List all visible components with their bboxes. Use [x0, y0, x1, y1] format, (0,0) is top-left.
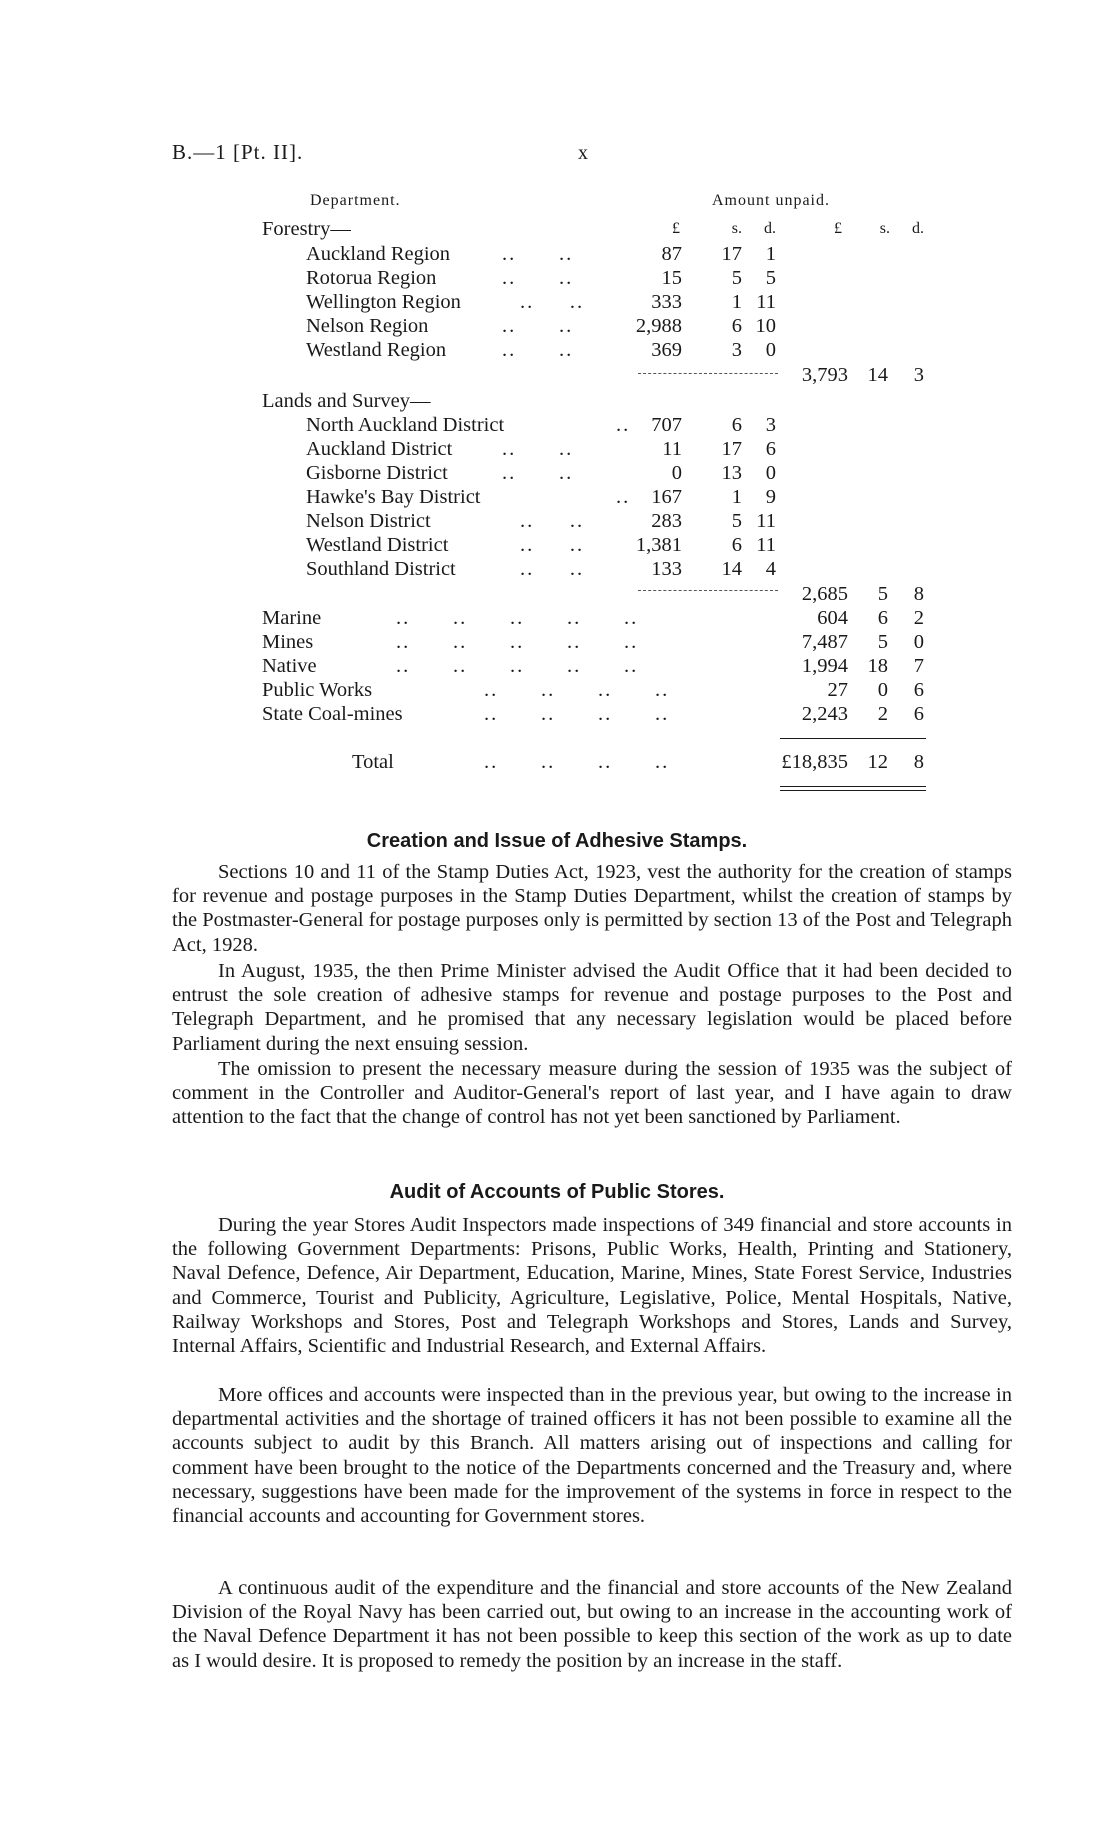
- table-row: [0, 461, 1114, 485]
- unit-pence: d.: [764, 220, 776, 237]
- shillings-value: 3: [731, 339, 742, 361]
- forestry-heading-row: [0, 217, 1114, 241]
- shillings-value: 18: [867, 655, 888, 677]
- row-label: Hawke's Bay District: [306, 486, 481, 508]
- pounds-value: 15: [661, 267, 682, 289]
- pence-value: 0: [765, 339, 776, 361]
- leader-dots: .. ..: [502, 315, 574, 337]
- leader-dots: .. ..: [520, 534, 585, 556]
- pence-value: 5: [765, 267, 776, 289]
- row-label: Westland Region: [306, 339, 447, 361]
- column-heading-amount: Amount unpaid.: [712, 192, 830, 209]
- total-rule-double-2: [780, 790, 926, 791]
- pounds-value: 1,381: [635, 534, 682, 556]
- shillings-value: 6: [731, 534, 742, 556]
- row-label: Rotorua Region: [306, 267, 437, 289]
- leader-dots: .. ..: [502, 462, 574, 484]
- unit-pound-total: £: [834, 220, 842, 237]
- pounds-value: 283: [651, 510, 682, 532]
- shillings-value: 0: [877, 679, 888, 701]
- row-label: Wellington Region: [306, 291, 461, 313]
- table-row: [0, 630, 1114, 654]
- forestry-heading: Forestry—: [262, 218, 351, 240]
- section-title-stamps: Creation and Issue of Adhesive Stamps.: [366, 830, 748, 852]
- subtotal-pounds: 3,793: [801, 364, 848, 386]
- leader-dots: .. ..: [502, 267, 574, 289]
- row-label: Native: [262, 655, 317, 677]
- table-row: [0, 557, 1114, 581]
- unit-shilling: s.: [731, 220, 742, 237]
- subtotal-pence: 8: [913, 583, 924, 605]
- row-label: Marine: [262, 607, 322, 629]
- table-row: [0, 654, 1114, 678]
- table-row: [0, 242, 1114, 266]
- row-label: Auckland Region: [306, 243, 451, 265]
- table-row: [0, 290, 1114, 314]
- row-label: Westland District: [306, 534, 449, 556]
- leader-dots: .. ..: [502, 339, 574, 361]
- stores-paragraph-1: During the year Stores Audit Inspectors made inspections of 349 financial and store accounts in the following Government Departments: Prisons, Public Works, Health, Printing and Stationery, Naval Defence, Defence, Air Department, Education, Marine, Mines, State Forest Service, Industries and Commerce, Tourist and Publicity, Agriculture, Legislative, Police, Mental Hospitals, Native, Railway Workshops and Stores, Post and Telegraph Workshops and Stores, Lands and Survey, Internal Affairs, Scientific and Industrial Research, and External Affairs.: [172, 1214, 1012, 1358]
- row-label: State Coal-mines: [262, 703, 403, 725]
- total-rule-top: [780, 738, 926, 739]
- pounds-value: 87: [661, 243, 682, 265]
- pounds-value: 167: [651, 486, 682, 508]
- pence-value: 10: [755, 315, 776, 337]
- pence-value: 11: [756, 291, 776, 313]
- subtotal-pounds: 2,685: [801, 583, 848, 605]
- pence-value: 2: [913, 607, 924, 629]
- leader-dots: .. ..: [502, 438, 574, 460]
- table-row: [0, 485, 1114, 509]
- pence-value: 3: [765, 414, 776, 436]
- leader-dots: .. .. .. .. ..: [396, 655, 639, 677]
- unit-pound: £: [672, 220, 680, 237]
- leader-dots: .. ..: [520, 558, 585, 580]
- row-label: Nelson Region: [306, 315, 429, 337]
- leader-dots: .. .. .. ..: [484, 751, 670, 773]
- total-shillings: 12: [867, 751, 888, 773]
- pounds-value: 707: [651, 414, 682, 436]
- shillings-value: 17: [721, 243, 742, 265]
- leader-dots: ..: [616, 486, 631, 508]
- row-label: Mines: [262, 631, 314, 653]
- pence-value: 4: [765, 558, 776, 580]
- pounds-value: 11: [662, 438, 682, 460]
- total-pounds: £18,835: [781, 751, 848, 773]
- unit-shilling-total: s.: [879, 220, 890, 237]
- subtotal-pence: 3: [913, 364, 924, 386]
- stores-paragraph-3: A continuous audit of the expenditure and the financial and store accounts of the New Zealand Division of the Royal Navy has been carried out, but owing to an increase in the accounting work of the Naval Defence Department it has not been possible to keep this section of the work as up to date as I would desire. It is proposed to remedy the position by an increase in the staff.: [172, 1577, 1012, 1672]
- pence-value: 6: [765, 438, 776, 460]
- shillings-value: 6: [877, 607, 888, 629]
- leader-dots: .. .. .. ..: [484, 703, 670, 725]
- leader-dots: .. .. .. .. ..: [396, 607, 639, 629]
- shillings-value: 14: [721, 558, 742, 580]
- table-row: [0, 606, 1114, 630]
- subtotal-shillings: 14: [867, 364, 888, 386]
- leader-dots: .. ..: [520, 510, 585, 532]
- shillings-value: 1: [731, 486, 742, 508]
- shillings-value: 17: [721, 438, 742, 460]
- row-label: Public Works: [262, 679, 373, 701]
- pence-value: 11: [756, 510, 776, 532]
- table-row: [0, 702, 1114, 726]
- pence-value: 7: [913, 655, 924, 677]
- table-row: [0, 314, 1114, 338]
- total-label: Total: [352, 751, 394, 773]
- table-row: [0, 413, 1114, 437]
- page-number: x: [578, 142, 588, 164]
- pounds-value: 369: [651, 339, 682, 361]
- pounds-value: 2,988: [635, 315, 682, 337]
- pence-value: 0: [913, 631, 924, 653]
- page-reference: B.—1 [Pt. II].: [172, 140, 304, 164]
- section-title-stores: Audit of Accounts of Public Stores.: [389, 1181, 725, 1203]
- shillings-value: 1: [731, 291, 742, 313]
- leader-dots: ..: [616, 414, 631, 436]
- shillings-value: 13: [721, 462, 742, 484]
- pounds-value: 2,243: [801, 703, 848, 725]
- leader-dots: .. ..: [520, 291, 585, 313]
- pence-value: 9: [765, 486, 776, 508]
- stores-paragraph-2: More offices and accounts were inspected than in the previous year, but owing to the increase in departmental activities and the shortage of trained officers it has not been possible to examine all the accounts subject to audit by this Branch. All matters arising out of inspections and calling for comment have been brought to the notice of the Departments concerned and the Treasury and, where necessary, suggestions have been made for the improvement of the systems in force in respect to the financial accounts and accounting for Government stores.: [172, 1384, 1012, 1528]
- shillings-value: 6: [731, 414, 742, 436]
- pence-value: 11: [756, 534, 776, 556]
- pence-value: 0: [765, 462, 776, 484]
- stamps-paragraph-3: The omission to present the necessary measure during the session of 1935 was the subject of comment in the Controller and Auditor-General's report of last year, and I have again to draw attention to the fact that the change of control has not yet been sanctioned by Parliament.: [172, 1058, 1012, 1129]
- lands-subtotal-row: [0, 582, 1114, 606]
- grand-total-row: [0, 750, 1114, 774]
- pounds-value: 27: [827, 679, 848, 701]
- subtotal-shillings: 5: [877, 583, 888, 605]
- pounds-value: 1,994: [801, 655, 848, 677]
- lands-heading: Lands and Survey—: [262, 390, 431, 412]
- table-row: [0, 533, 1114, 557]
- forestry-subtotal-row: [0, 363, 1114, 387]
- pence-value: 1: [765, 243, 776, 265]
- pounds-value: 604: [817, 607, 848, 629]
- table-row: [0, 509, 1114, 533]
- pence-value: 6: [913, 679, 924, 701]
- table-row: [0, 678, 1114, 702]
- lands-heading-row: [0, 389, 1114, 413]
- stamps-paragraph-2: In August, 1935, the then Prime Minister advised the Audit Office that it had been decided to entrust the sole creation of adhesive stamps for revenue and postage purposes to the Post and Telegraph Department, and he promised that any necessary legislation would be placed before Parliament during the next ensuing session.: [172, 960, 1012, 1055]
- table-row: [0, 437, 1114, 461]
- row-label: Gisborne District: [306, 462, 448, 484]
- row-label: Nelson District: [306, 510, 431, 532]
- shillings-value: 5: [877, 631, 888, 653]
- unit-pence-total: d.: [912, 220, 924, 237]
- stamps-paragraph-1: Sections 10 and 11 of the Stamp Duties Act, 1923, vest the authority for the creation of stamps for revenue and postage purposes in the Stamp Duties Department, whilst the creation of stamps by the Postmaster-General for postage purposes only is permitted by section 13 of the Post and Telegraph Act, 1928.: [172, 861, 1012, 956]
- shillings-value: 5: [731, 510, 742, 532]
- shillings-value: 6: [731, 315, 742, 337]
- table-row: [0, 338, 1114, 362]
- pounds-value: 333: [651, 291, 682, 313]
- pence-value: 6: [913, 703, 924, 725]
- total-rule-double-1: [780, 786, 926, 787]
- pounds-value: 0: [671, 462, 682, 484]
- total-pence: 8: [913, 751, 924, 773]
- leader-dots: .. ..: [502, 243, 574, 265]
- pounds-value: 7,487: [801, 631, 848, 653]
- leader-dots: .. .. .. ..: [484, 679, 670, 701]
- shillings-value: 5: [731, 267, 742, 289]
- table-row: [0, 266, 1114, 290]
- column-heading-department: Department.: [310, 192, 401, 209]
- shillings-value: 2: [877, 703, 888, 725]
- row-label: North Auckland District: [306, 414, 505, 436]
- leader-dots: .. .. .. .. ..: [396, 631, 639, 653]
- pounds-value: 133: [651, 558, 682, 580]
- row-label: Auckland District: [306, 438, 453, 460]
- row-label: Southland District: [306, 558, 456, 580]
